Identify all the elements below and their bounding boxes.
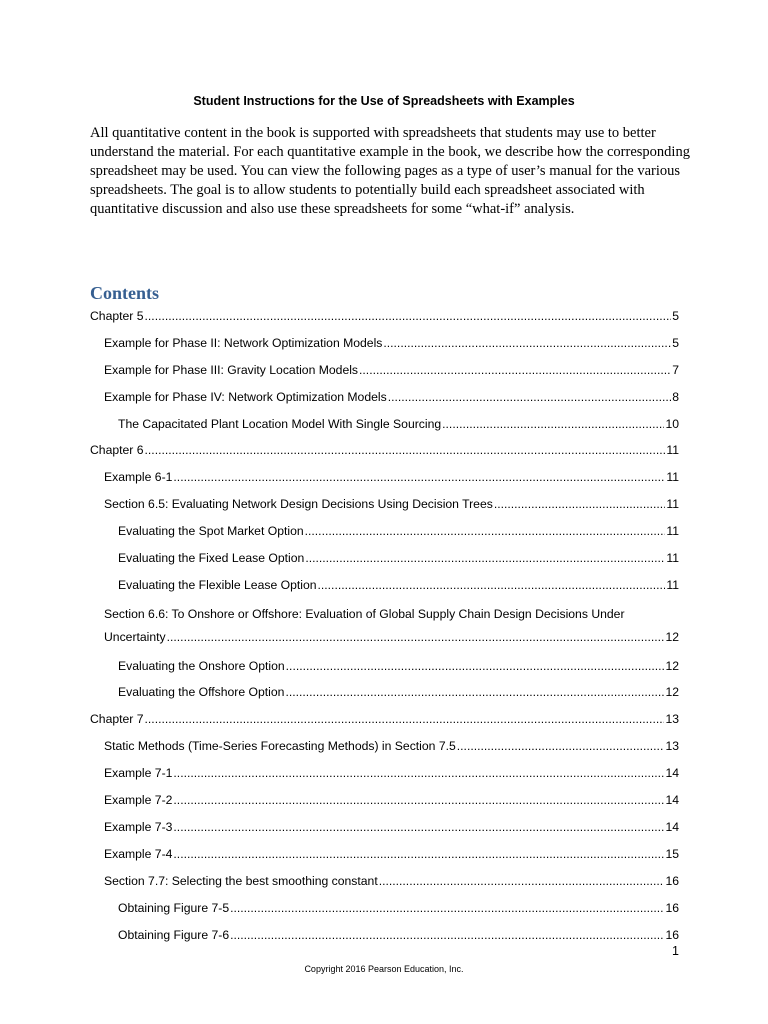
toc-entry-onshore[interactable] — [90, 654, 679, 681]
toc-entry-page: 16 — [665, 900, 679, 915]
toc-entry-phase-iii[interactable] — [90, 358, 679, 385]
toc-entry-label: Chapter 5 — [90, 309, 144, 323]
toc-leader — [383, 335, 671, 351]
toc-leader — [285, 684, 664, 700]
toc-entry-label: The Capacitated Plant Location Model With Single Sourcing — [118, 416, 442, 431]
toc-entry-page: 5 — [672, 309, 679, 323]
toc-entry-label: Example 6-1 — [104, 470, 173, 485]
toc-entry-label: Section 6.5: Evaluating Network Design Decisions Using Decision Trees — [104, 497, 493, 512]
toc-entry-label: Evaluating the Spot Market Option — [118, 524, 304, 539]
toc-entry-page: 12 — [665, 685, 679, 700]
toc-entry-label: Example for Phase IV: Network Optimization Models — [104, 389, 387, 404]
toc-entry-label-line1: Section 6.6: To Onshore or Offshore: Evaluation of Global Supply Chain Design Decisions Under — [104, 606, 625, 621]
toc-entry-phase-iv[interactable] — [90, 385, 679, 412]
toc-leader — [305, 523, 666, 539]
toc-leader — [230, 927, 664, 943]
toc-entry-example-7-2[interactable] — [90, 788, 679, 815]
toc-leader — [173, 469, 665, 485]
toc-entry-offshore[interactable] — [90, 680, 679, 707]
toc-entry-page: 11 — [666, 497, 679, 512]
toc-entry-page: 13 — [665, 712, 679, 727]
toc-entry-page: 12 — [665, 658, 679, 673]
toc-leader — [318, 577, 666, 593]
toc-entry-label: Example 7-3 — [104, 819, 173, 834]
toc-entry-label: Example 7-1 — [104, 766, 173, 781]
toc-entry-page: 11 — [666, 577, 679, 592]
toc-leader — [286, 658, 665, 674]
intro-paragraph: All quantitative content in the book is supported with spreadsheets that students may use to better understand the material. For each quantitative example in the book, we describe how the corresponding spreadsheet may be used. You can view the following pages as a type of user’s manual for the various spreadsheets. The goal is to allow students to potentially build each spreadsheet associated with quantitative discussion and also use these spreadsheets for some “what-if” analysis. — [90, 125, 690, 217]
toc-entry-figure-7-6[interactable] — [90, 923, 679, 950]
toc-entry-flexible-lease[interactable] — [90, 573, 679, 600]
toc-leader — [230, 900, 664, 916]
toc-entry-page: 5 — [672, 335, 679, 350]
toc-entry-label: Chapter 6 — [90, 443, 144, 458]
toc-entry-example-7-4[interactable] — [90, 842, 679, 869]
toc-entry-chapter-5[interactable] — [90, 304, 679, 331]
toc-entry-label: Example for Phase II: Network Optimization Models — [104, 335, 383, 350]
toc-entry-label: Static Methods (Time-Series Forecasting Methods) in Section 7.5 — [104, 739, 456, 754]
toc-entry-page: 14 — [665, 819, 679, 834]
toc-entry-example-7-3[interactable] — [90, 815, 679, 842]
toc-leader — [173, 765, 664, 781]
toc-entry-label: Section 7.7: Selecting the best smoothing constant — [104, 873, 378, 888]
toc-entry-page: 14 — [665, 793, 679, 808]
toc-entry-label: Example for Phase III: Gravity Location Models — [104, 362, 359, 377]
toc-entry-chapter-7[interactable] — [90, 707, 679, 734]
toc-leader — [145, 308, 672, 324]
document-title: Student Instructions for the Use of Spreadsheets with Examples — [193, 94, 575, 108]
toc-leader — [145, 442, 666, 458]
toc-entry-page: 8 — [672, 389, 679, 404]
toc-entry-page: 16 — [665, 927, 679, 942]
toc-entry-page: 16 — [665, 873, 679, 888]
toc-entry-figure-7-5[interactable] — [90, 896, 679, 923]
toc-entry-label: Obtaining Figure 7-5 — [118, 900, 230, 915]
toc-entry-page: 15 — [665, 846, 679, 861]
toc-entry-label: Evaluating the Flexible Lease Option — [118, 577, 317, 592]
table-of-contents — [90, 304, 679, 949]
toc-entry-section-6-5[interactable] — [90, 492, 679, 519]
toc-entry-page: 11 — [666, 524, 679, 539]
toc-leader — [494, 496, 666, 512]
toc-entry-static-methods[interactable] — [90, 734, 679, 761]
toc-entry-section-6-6[interactable] — [90, 600, 679, 654]
toc-leader — [145, 711, 665, 727]
toc-entry-phase-ii[interactable] — [90, 331, 679, 358]
toc-entry-label: Chapter 7 — [90, 712, 144, 727]
toc-entry-label: Example 7-2 — [104, 793, 173, 808]
toc-entry-label: Obtaining Figure 7-6 — [118, 927, 230, 942]
toc-entry-label: Evaluating the Onshore Option — [118, 658, 285, 673]
toc-entry-label: Example 7-4 — [104, 846, 173, 861]
toc-entry-page: 12 — [665, 629, 679, 644]
toc-leader — [305, 550, 665, 566]
toc-entry-page: 11 — [666, 551, 679, 566]
toc-leader — [173, 846, 664, 862]
toc-leader — [167, 627, 665, 647]
toc-entry-label-line2: Uncertainty — [104, 629, 166, 644]
toc-leader — [379, 873, 665, 889]
toc-leader — [457, 738, 665, 754]
toc-entry-label: Evaluating the Offshore Option — [118, 685, 285, 700]
toc-entry-page: 7 — [672, 362, 679, 377]
toc-entry-capacitated-plant[interactable] — [90, 412, 679, 439]
toc-entry-spot-market[interactable] — [90, 519, 679, 546]
page-number: 1 — [672, 944, 679, 958]
toc-leader — [442, 416, 664, 432]
toc-leader — [388, 389, 672, 405]
toc-entry-section-7-7[interactable] — [90, 869, 679, 896]
toc-entry-page: 11 — [666, 443, 679, 458]
toc-leader — [173, 819, 664, 835]
toc-entry-fixed-lease[interactable] — [90, 546, 679, 573]
toc-leader — [173, 792, 664, 808]
contents-heading: Contents — [90, 283, 160, 303]
toc-entry-example-7-1[interactable] — [90, 761, 679, 788]
toc-entry-page: 14 — [665, 766, 679, 781]
toc-entry-page: 13 — [665, 739, 679, 754]
toc-entry-chapter-6[interactable] — [90, 438, 679, 465]
toc-entry-page: 11 — [666, 470, 679, 485]
toc-entry-example-6-1[interactable] — [90, 465, 679, 492]
copyright-footer: Copyright 2016 Pearson Education, Inc. — [304, 964, 464, 974]
toc-entry-page: 10 — [665, 416, 679, 431]
toc-entry-label: Evaluating the Fixed Lease Option — [118, 551, 305, 566]
toc-leader — [359, 362, 671, 378]
